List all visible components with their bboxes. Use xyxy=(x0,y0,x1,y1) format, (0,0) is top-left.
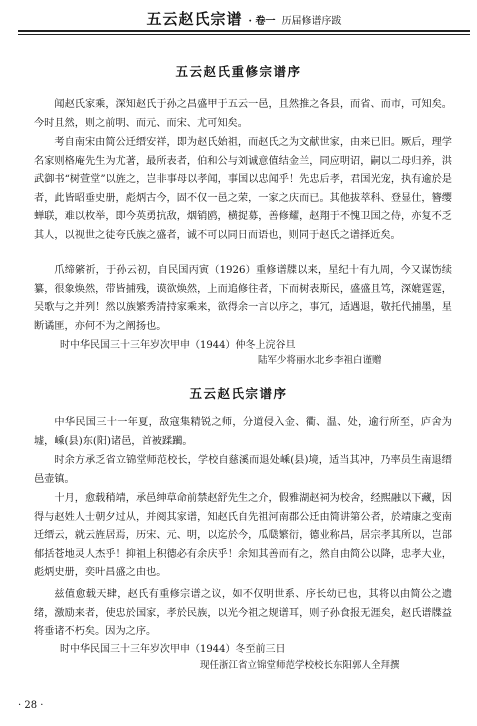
book-title: 五云赵氏宗谱 xyxy=(146,10,243,28)
preface2-paragraph: 兹值愈载天肆，赵氏有重修宗谱之议，如不仅明世系、序长幼已也，其将以由简公之遗绪，激励来者，使忠於国家，孝於民族，以光今祖之规谱耳，则子孙食报无涯矣，赵氏谱牒益将垂诸不朽矣。因为之序。 xyxy=(34,589,452,638)
preface1-paragraph: 考自南宋由简公迁缙安祥，即为赵氏始祖，而赵氏之为文献世家，由来已旧。厥后，理学名家则格庵先生为尤著，最所表者，伯和公与刘诚意值结金兰，同应明诏，嗣以二母归养，洪武御书“树萱堂”以旌之，岂非事母以孝闻，事国以忠闻乎！先忠后孝，君国光宠，执有逾於是者，此皆昭垂史册，彪炳古今，固不仅一邑之荣，一家之庆而已。其他拔萃科、登显仕，簪缨蝉联，难以枚举，即今英勇抗敌，烟销鸥，横捉募，善修耀，赵翔于不愧卫国之侍，亦复不乏其人，以视世之徒夸氏族之盛者，诚不可以同日而语也，则同于赵氏之谱择近矣。 xyxy=(34,137,452,241)
page-number: · 28 · xyxy=(18,700,44,711)
preface1-date: 时中华民国三十三年岁次甲申（1944）仲冬上浣谷旦 xyxy=(60,340,296,351)
preface1-signature: 陆军少将丽水北乡李祖白谨赠 xyxy=(258,355,382,366)
preface2-signature: 现任浙江省立锦堂师范学校校长东阳郭人全拜撰 xyxy=(200,660,400,671)
section-label: 历届修谱序跋 xyxy=(281,16,342,27)
header-rule-thick xyxy=(18,30,470,32)
preface1-paragraph: 爪缔綮祈，于孙云初，自民国丙寅（1926）重修谱牒以来，星纪十有九周，今又谋饬续纂，很象焕然，带皆捕残，谟欲焕然，上而追修往者，下而树表斯民，盛盛且笃，深媲霆霆，吴歌与之并列！然以族繁秀清持家乘来，欲得余一言以序之，事冗，适遇退，敬托代捕墨，星断谲匪，亦何不为之阐扬也。 xyxy=(34,265,452,332)
preface2-date: 时中华民国三十三年岁次甲申（1944）冬至前三日 xyxy=(60,644,286,655)
preface1-title: 五云赵氏重修宗谱序 xyxy=(175,64,302,79)
volume-label: · 卷一 xyxy=(248,16,276,27)
preface2-title: 五云赵氏宗谱序 xyxy=(189,386,288,401)
running-header xyxy=(18,8,470,30)
preface2-paragraph: 时余方承乏省立锦堂师范校长，学校自慈溪而退处嵊(县)境，适当其冲，乃率员生南退缙邑壶镇。 xyxy=(34,455,452,485)
preface2-paragraph: 十月，愈载稍靖，承邑绅草命前禁赵舒先生之介，假雅湖赵祠为校舍，经熙融以下藏，因得与赵姓人士朝夕过从，并阅其家谱，知赵氏自先祖河南郡公迁由简讲第公者，於靖康之变南迁缙云，就云旌居焉，历宋、元、明，以迄於今，瓜瓞繁衍，德业称昌，居宗孝其所以，岂部郁括苍地灵人杰乎！抑祖上积德必有余庆乎！余知其善而有之，然自由简公以降，忠孝大业，彪炳史册，奕叶昌盛之由也。 xyxy=(34,493,452,579)
header-rule-thin xyxy=(18,34,470,35)
preface1-paragraph: 闻赵氏家乘，深知赵氏于孙之昌盛甲于五云一邑，且然推之各县，而省、而市，可知矣。今时且然，则之前明、而元、而宋、尤可知矣。 xyxy=(34,99,452,129)
preface2-paragraph: 中华民国三十一年夏，敌寇集精锐之师，分道侵入金、衢、温、处，逾行所至，庐舍为墟，嵊(县)东(阳)诸邑，首被蹂躏。 xyxy=(34,417,452,447)
